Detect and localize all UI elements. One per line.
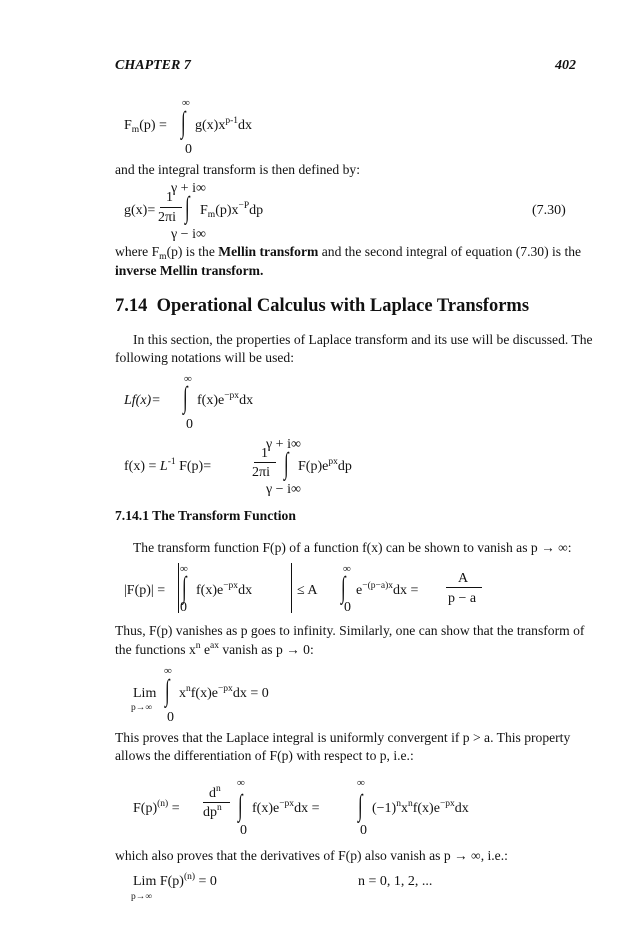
equation-number: (7.30) — [532, 203, 566, 218]
integrand: $g(x)x^{p-1}dx$ — [195, 116, 252, 133]
equation-lhs: $F_m(p)$ = — [124, 118, 167, 135]
fraction-denominator: $dp^n$ — [203, 803, 222, 820]
integral-upper-limit: ∞ — [180, 563, 188, 575]
paragraph-intro-line1: In this section, the properties of Laplace transform and its use will be discussed. The — [133, 332, 593, 347]
fraction-numerator: $d^n$ — [209, 784, 221, 801]
chapter-label: CHAPTER 7 — [115, 58, 191, 73]
integral-sign: ∫ — [358, 789, 363, 822]
limit-label: Lim — [133, 686, 157, 701]
integral-sign: ∫ — [182, 571, 187, 604]
integral-sign: ∫ — [341, 571, 346, 604]
equation-lhs: $F(p)^{(n)}$ = — [133, 799, 180, 816]
integral-lower-limit: 0 — [180, 600, 187, 615]
paragraph-convergent-line2: allows the differentiation of F(p) with respect to p, i.e.: — [115, 748, 414, 763]
integral-lower-limit: 0 — [186, 417, 193, 432]
fraction-numerator: 1 — [166, 190, 173, 205]
equation-lhs: g(x)= — [124, 203, 156, 218]
inequality: ≤ A — [297, 583, 318, 598]
integral-sign: ∫ — [183, 381, 188, 414]
paragraph-transform-function: The transform function F(p) of a function f(x) can be shown to vanish as p → ∞: — [133, 540, 572, 555]
integral-sign: ∫ — [185, 191, 190, 224]
integrand: $e^{-(p-a)x}dx$ = — [356, 581, 419, 598]
equation-lhs: Lf(x)= — [124, 393, 161, 408]
paragraph-transform-defined: and the integral transform is then defined by: — [115, 162, 360, 177]
integral-lower-limit: 0 — [240, 823, 247, 838]
fraction-denominator: p − a — [448, 591, 477, 606]
integrand: $(-1)^nx^nf(x)e^{-px}dx$ — [372, 799, 469, 816]
integral-sign: ∫ — [284, 447, 289, 480]
integral-sign: ∫ — [165, 674, 170, 707]
integral-upper-limit: ∞ — [164, 665, 172, 677]
section-heading: 7.14 Operational Calculus with Laplace Transforms — [115, 296, 530, 316]
integral-lower-limit: γ − i∞ — [266, 482, 301, 497]
integral-upper-limit: ∞ — [343, 563, 351, 575]
fraction-numerator: 1 — [261, 446, 268, 461]
fraction-denominator: 2πi — [252, 465, 270, 480]
integrand: $f(x)e^{-px}dx$ — [196, 581, 253, 598]
integral-upper-limit: ∞ — [357, 777, 365, 789]
integral-lower-limit: γ − i∞ — [171, 227, 206, 242]
integrand: $x^nf(x)e^{-px}dx = 0$ — [179, 684, 269, 701]
paragraph-vanish-line2: the functions $x^n$ $e^{ax}$ vanish as p → 0: — [115, 641, 314, 657]
paragraph-vanish-line1: Thus, F(p) vanishes as p goes to infinity. Similarly, one can show that the transform of — [115, 623, 585, 638]
fraction-numerator: A — [458, 571, 469, 586]
paragraph-derivatives-vanish: which also proves that the derivatives of F(p) also vanish as p → ∞, i.e.: — [115, 848, 508, 863]
integral-sign: ∫ — [238, 789, 243, 822]
integrand: $f(x)e^{-px}dx$ — [197, 391, 254, 408]
integral-lower-limit: 0 — [360, 823, 367, 838]
integral-upper-limit: ∞ — [182, 97, 190, 109]
limit-expression: Lim $F(p)^{(n)} = 0$ — [133, 872, 217, 889]
limit-subscript: p→∞ — [131, 892, 153, 902]
integral-sign: ∫ — [181, 106, 186, 139]
limit-subscript: p→∞ — [131, 703, 153, 713]
integral-upper-limit: ∞ — [237, 777, 245, 789]
n-values: n = 0, 1, 2, ... — [358, 874, 433, 889]
integrand: $f(x)e^{-px}dx$ = — [252, 799, 320, 816]
subsection-heading: 7.14.1 The Transform Function — [115, 508, 296, 523]
inverse-mellin-label: inverse Mellin transform. — [115, 263, 264, 278]
equation-lhs: $f(x) = L^{-1}$ F(p)= — [124, 457, 212, 474]
integral-lower-limit: 0 — [167, 710, 174, 725]
integral-upper-limit: ∞ — [184, 373, 192, 385]
paragraph-mellin-transform: where $F_m(p)$ is the Mellin transform and the second integral of equation (7.30) is the — [115, 244, 582, 262]
integral-lower-limit: 0 — [344, 600, 351, 615]
integral-upper-limit: γ + i∞ — [171, 181, 206, 196]
paragraph-convergent-line1: This proves that the Laplace integral is uniformly convergent if p > a. This property — [115, 730, 571, 745]
integral-lower-limit: 0 — [185, 142, 192, 157]
page-number: 402 — [555, 58, 576, 73]
paragraph-intro-line2: following notations will be used: — [115, 350, 294, 365]
fraction-denominator: 2πi — [158, 210, 176, 225]
integrand: $F(p)e^{px}dp$ — [298, 457, 352, 474]
equation-lhs: |F(p)| = — [124, 583, 166, 598]
integrand: $F_m(p)x^{-P}dp$ — [200, 201, 264, 220]
integral-upper-limit: γ + i∞ — [266, 437, 301, 452]
